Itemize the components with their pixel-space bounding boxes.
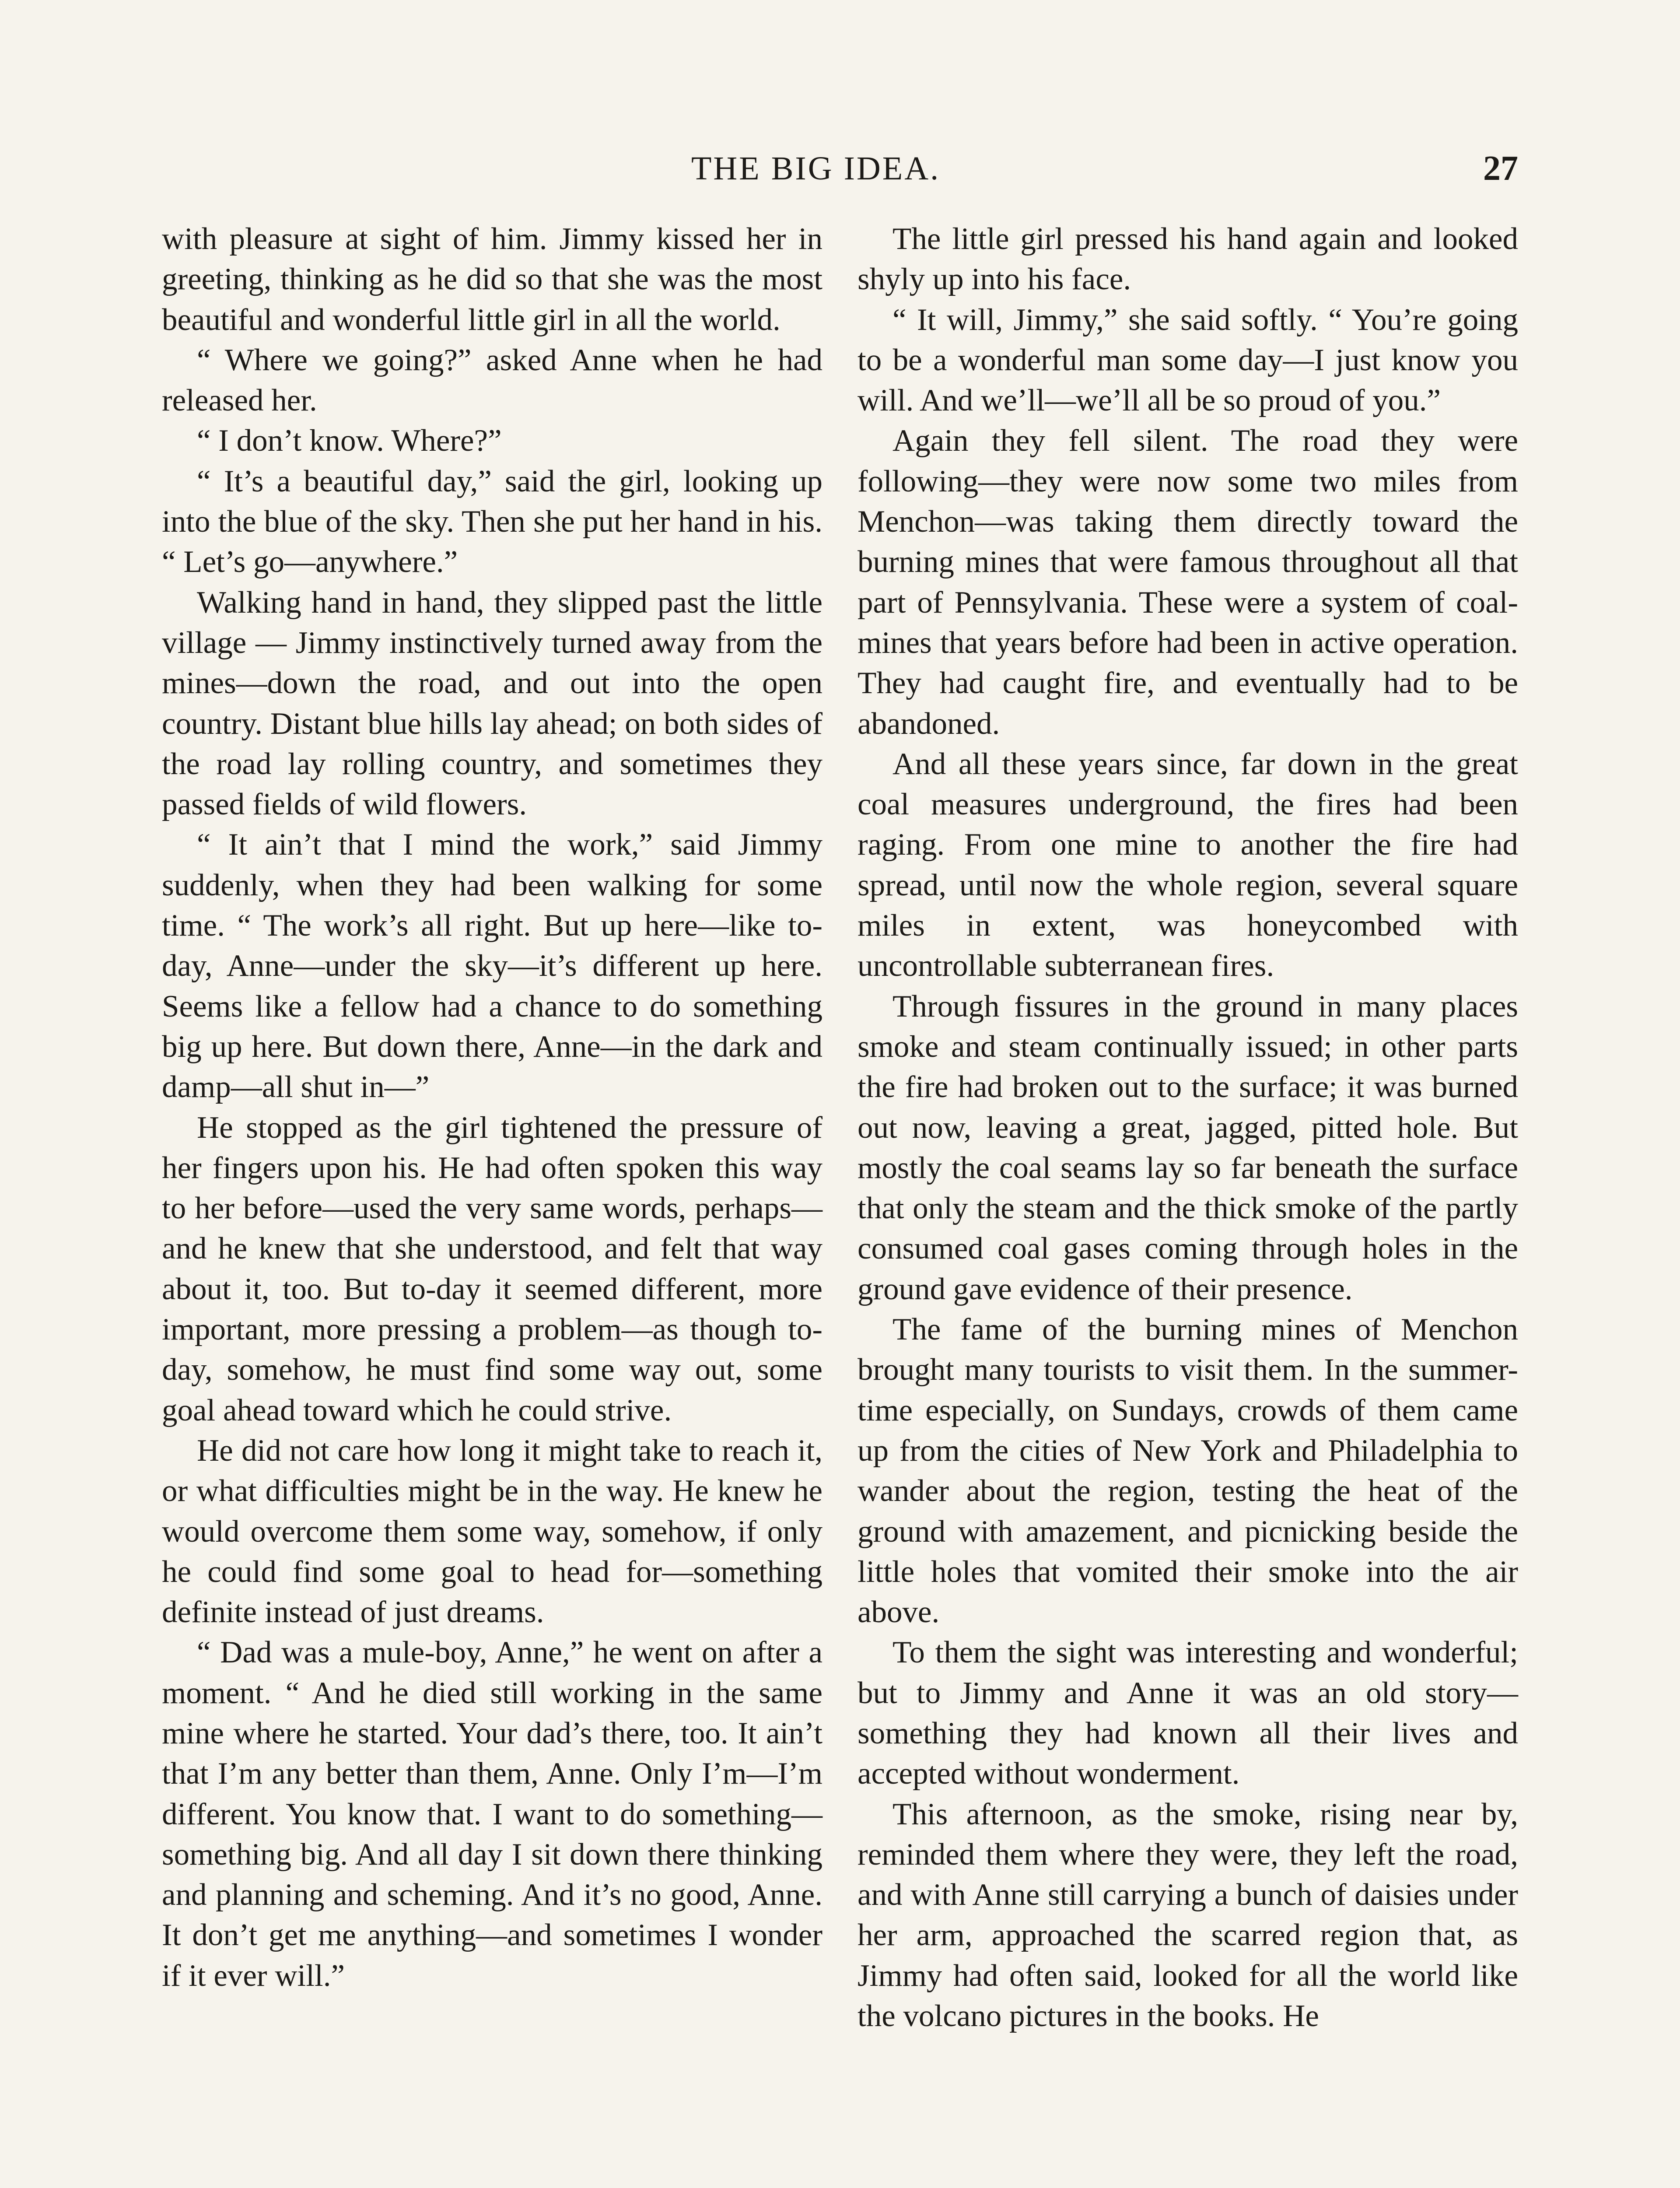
- running-title: THE BIG IDEA.: [691, 150, 941, 187]
- paragraph: To them the sight was interesting and wonderful; but to Jimmy and Anne it was an old story—something they had known all their lives and accepted without wonderment.: [858, 1635, 1518, 1791]
- paragraph: “ It’s a beautiful day,” said the girl, looking up into the blue of the sky. Then she put her hand in his. “ Let’s go—anywhere.”: [162, 464, 822, 579]
- paragraph: “ I don’t know. Where?”: [197, 424, 502, 458]
- paragraph: The fame of the burning mines of Menchon brought many tourists to visit them. In the summer-time especially, on Sundays, crowds of them came up from the cities of New York and Philadelphia to wander about the region, testing the heat of the ground with amazement, and picnicking beside the little holes that vomited their smoke into the air above.: [858, 1312, 1518, 1630]
- paragraph: And all these years since, far down in the great coal measures underground, the fires had been raging. From one mine to another the fire had spread, until now the whole region, several square miles in extent, was honeycombed with uncontrollable subterranean fires.: [858, 747, 1518, 983]
- paragraph: Walking hand in hand, they slipped past the little village — Jimmy instinctively turned away from the mines—down the road, and out into the open country. Distant blue hills lay ahead; on both sides of the road lay rolling country, and sometimes they passed fields of wild flowers.: [162, 585, 822, 822]
- paragraph: with pleasure at sight of him. Jimmy kissed her in greeting, thinking as he did so that she was the most beautiful and wonderful little girl in all the world.: [162, 222, 822, 337]
- paragraph: He stopped as the girl tightened the pressure of her fingers upon his. He had often spoken this way to her before—used the very same words, perhaps—and he knew that she understood, and felt that way about it, too. But to-day it seemed different, more important, more pressing a problem—as though to-day, somehow, he must find some way out, some goal ahead toward which he could strive.: [162, 1110, 822, 1427]
- page-number: 27: [1483, 149, 1518, 188]
- paragraph: “ It will, Jimmy,” she said softly. “ You’re going to be a wonderful man some day—I just know you will. And we’ll—we’ll all be so proud of you.”: [858, 302, 1518, 418]
- paragraph: “ It ain’t that I mind the work,” said Jimmy suddenly, when they had been walking for some time. “ The work’s all right. But up here—like to-day, Anne—under the sky—it’s different up here. Seems like a fellow had a chance to do something big up here. But down there, Anne—in the dark and damp—all shut in—”: [162, 828, 822, 1105]
- paragraph: Through fissures in the ground in many places smoke and steam continually issued; in other parts the fire had broken out to the surface; it was burned out now, leaving a great, jagged, pitted hole. But mostly the coal seams lay so far beneath the surface that only the steam and the thick smoke of the partly consumed coal gases coming through holes in the ground gave evidence of their presence.: [858, 989, 1518, 1306]
- running-head: [0, 144, 1680, 193]
- paragraph: “ Where we going?” asked Anne when he had released her.: [162, 343, 822, 418]
- left-column: [162, 219, 822, 1996]
- right-column: [858, 219, 1518, 2036]
- paragraph: “ Dad was a mule-boy, Anne,” he went on after a moment. “ And he died still working in the same mine where he started. Your dad’s there, too. It ain’t that I’m any better than them, Anne. Only I’m—I’m different. You know that. I want to do something—something big. And all day I sit down there thinking and planning and scheming. And it’s no good, Anne. It don’t get me anything—and sometimes I wonder if it ever will.”: [162, 1635, 822, 1993]
- paragraph: This afternoon, as the smoke, rising near by, reminded them where they were, they left the road, and with Anne still carrying a bunch of daisies under her arm, approached the scarred region that, as Jimmy had often said, looked for all the world like the volcano pictures in the books. He: [858, 1797, 1518, 2034]
- paragraph: The little girl pressed his hand again and looked shyly up into his face.: [858, 222, 1518, 297]
- paragraph: Again they fell silent. The road they were following—they were now some two miles from Menchon—was taking them directly toward the burning mines that were famous throughout all that part of Pennsylvania. These were a system of coal-mines that years before had been in active operation. They had caught fire, and eventually had to be abandoned.: [858, 424, 1518, 741]
- paragraph: He did not care how long it might take to reach it, or what difficulties might be in the way. He knew he would overcome them some way, somehow, if only he could find some goal to head for—something definite instead of just dreams.: [162, 1433, 822, 1630]
